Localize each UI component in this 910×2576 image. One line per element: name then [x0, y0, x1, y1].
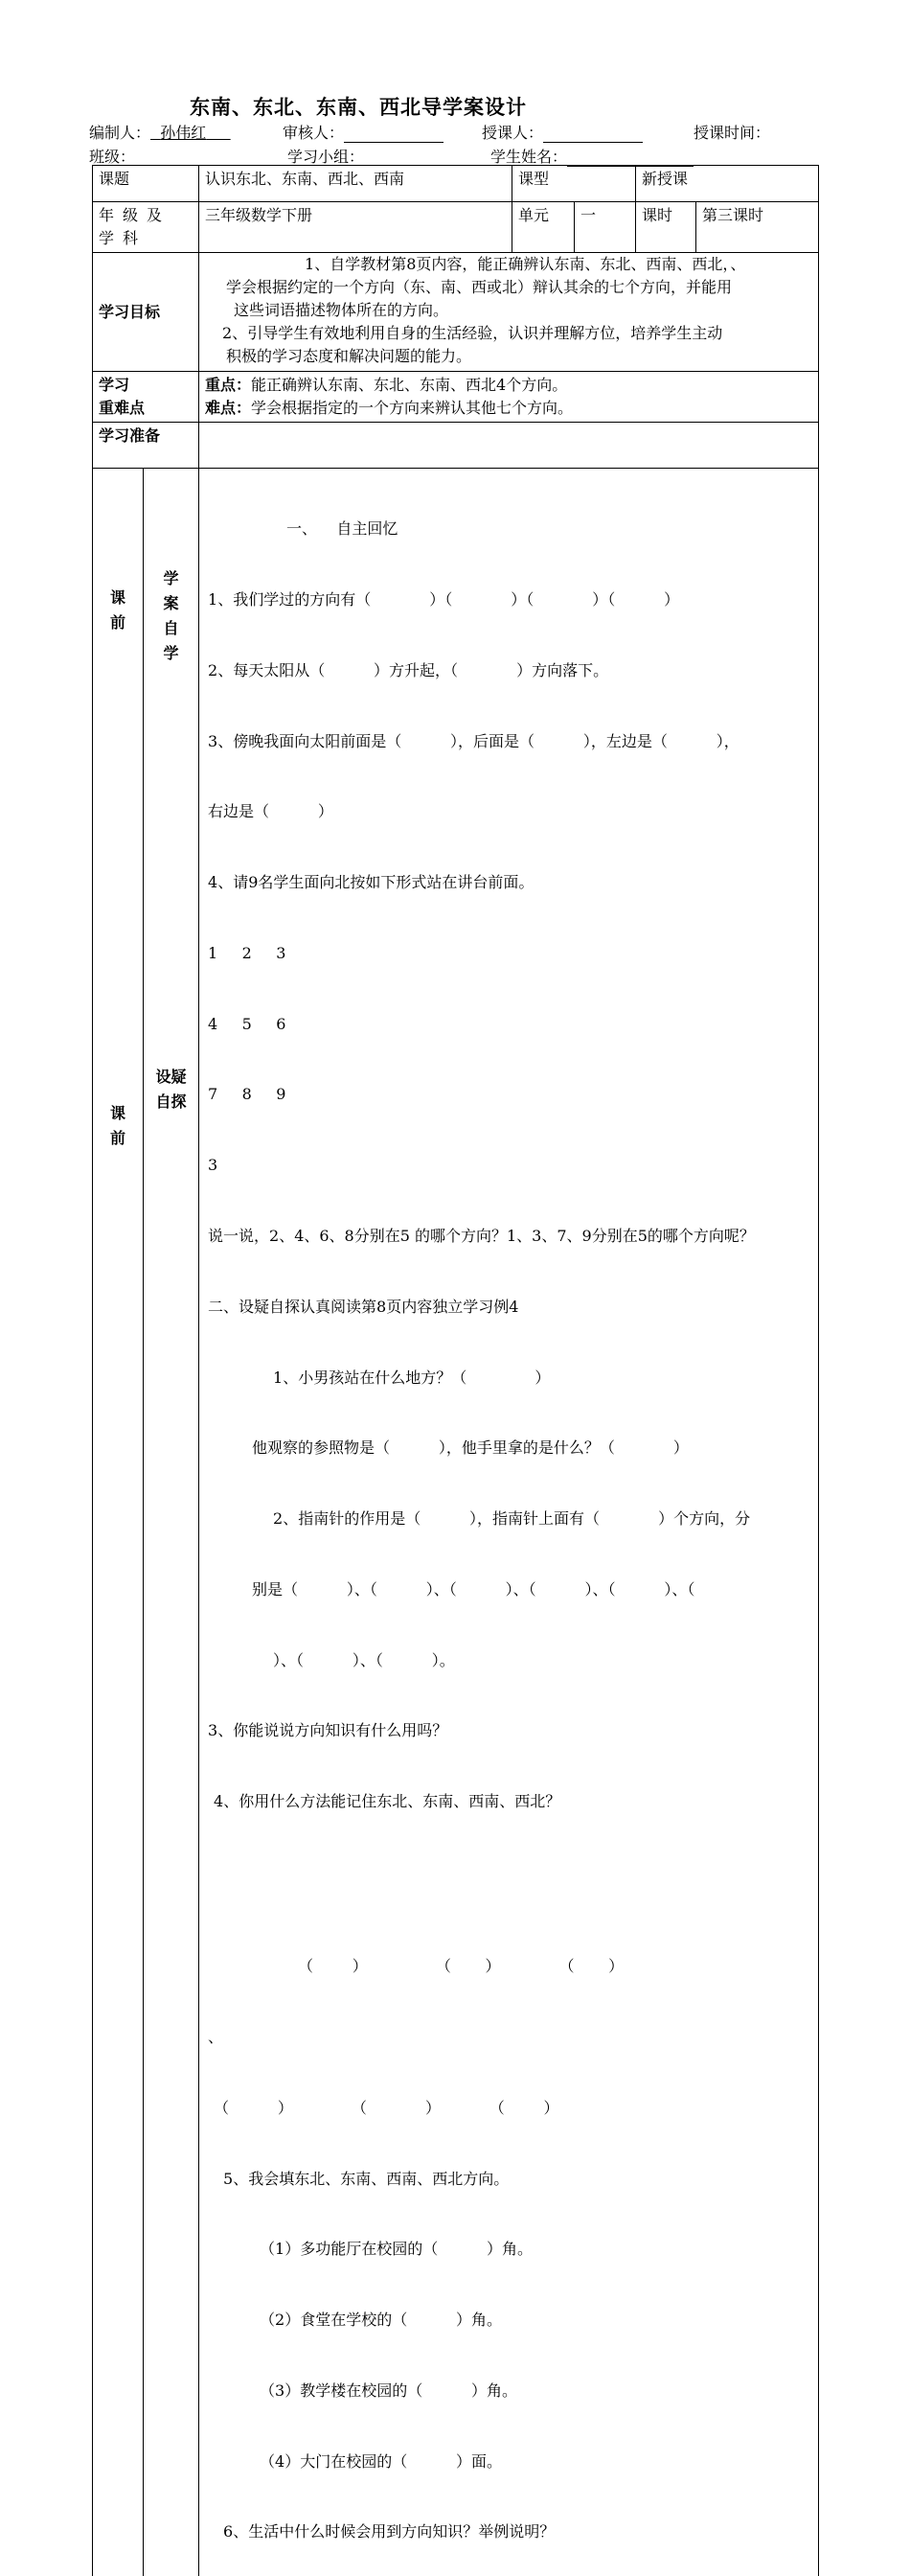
blanks-mark: 、 [208, 2026, 812, 2050]
goal-1b: 学会根据约定的一个方向（东、南、西或北）辩认其余的七个方向，并能用 [205, 276, 812, 299]
unit-label: 单元 [512, 202, 575, 253]
before-class-label-top: 课 前 [93, 586, 143, 635]
explore-3: 3、你能说说方向知识有什么用吗？ [208, 1719, 812, 1743]
explore-label: 设疑 自探 [144, 1065, 198, 1115]
keypoints-label-2: 重难点 [99, 397, 193, 420]
goal-2b: 积极的学习态度和解决问题的能力。 [205, 345, 812, 368]
explore-2b: 别是（ ）、（ ）、（ ）、（ ）、（ ）、（ [208, 1578, 812, 1602]
goals-content [199, 253, 819, 372]
blanks-row-1: （ ） （ ） （ ） [208, 1955, 812, 1979]
goals-row [93, 253, 819, 372]
group [287, 145, 364, 167]
page-title: 东南、东北、东南、西北导学案设计 [190, 92, 527, 121]
goals-label: 学习目标 [93, 253, 199, 372]
topic-value: 认识东北、东南、西北、西南 [199, 166, 512, 202]
explore-5-2: （2）食堂在学校的（ ）角。 [208, 2309, 812, 2333]
period-label: 课时 [636, 202, 696, 253]
student [490, 145, 694, 167]
grid-row-4: 3 [208, 1154, 812, 1178]
prep-content [199, 423, 819, 469]
question-3a: 3、傍晚我面向太阳前面是（ ），后面是（ ），左边是（ ）， [208, 730, 812, 754]
editor-label: 编制人： [89, 124, 150, 142]
question-1: 1、我们学过的方向有（ ）（ ）（ ）（ ） [208, 588, 812, 612]
keypoints-row [93, 372, 819, 423]
goal-1c: 这些词语描述物体所在的方向。 [205, 299, 812, 322]
header-row-1 [89, 121, 231, 143]
explore-5-4: （4）大门在校园的（ ）面。 [208, 2450, 812, 2474]
explore-1: 1、小男孩站在什么地方？（ ） [208, 1367, 812, 1391]
sub-label [144, 469, 199, 2576]
prep-label: 学习准备 [93, 423, 199, 469]
explore-4: 4、你用什么方法能记住东北、东南、西南、西北？ [208, 1790, 812, 1814]
explore-2a: 2、指南针的作用是（ ），指南针上面有（ ）个方向，分 [208, 1507, 812, 1531]
unit-value: 一 [575, 202, 636, 253]
explore-5-1: （1）多功能厅在校园的（ ）角。 [208, 2238, 812, 2262]
hard-text: 学会根据指定的一个方向来辨认其他七个方向。 [251, 399, 573, 417]
heading-explore: 二、设疑自探认真阅读第8页内容独立学习例4 [208, 1296, 812, 1320]
explore-2c: ）、（ ）、（ ）。 [208, 1649, 812, 1673]
topic-row [93, 166, 819, 202]
lesson-table [92, 165, 819, 2576]
keypoints-label [93, 372, 199, 423]
grid-row-2: 4 5 6 [208, 1013, 812, 1037]
class-label: 班级： [89, 148, 135, 166]
type-value: 新授课 [636, 166, 819, 202]
reviewer [283, 121, 444, 143]
student-label: 学生姓名： [490, 148, 567, 166]
key-text: 能正确辨认东南、东北、东南、西北4个方向。 [251, 376, 567, 394]
question-4: 4、请9名学生面向北按如下形式站在讲台前面。 [208, 871, 812, 895]
grade-label: 年级及学科 [93, 202, 199, 253]
topic-label: 课题 [93, 166, 199, 202]
heading-recall: 一、 自主回忆 [208, 518, 812, 541]
keypoints-content [199, 372, 819, 423]
goal-1a: 1、自学教材第8页内容，能正确辨认东南、东北、西南、西北，、 [205, 253, 812, 276]
class [89, 145, 135, 167]
question-2: 2、每天太阳从（ ）方升起，（ ）方向落下。 [208, 659, 812, 683]
before-class-row [93, 469, 819, 2576]
question-3b: 右边是（ ） [208, 800, 812, 824]
goal-2a: 2、引导学生有效地利用自身的生活经验，认识并理解方位，培养学生主动 [205, 322, 812, 345]
grade-value: 三年级数学下册 [199, 202, 512, 253]
before-class-label [93, 469, 144, 2576]
before-class-label-bottom: 课 前 [93, 1101, 143, 1151]
teacher-label: 授课人： [482, 124, 543, 142]
prep-row [93, 423, 819, 469]
explore-5-3: （3）教学楼在校园的（ ）角。 [208, 2380, 812, 2404]
reviewer-blank [344, 126, 444, 143]
period-value: 第三课时 [696, 202, 819, 253]
type-label: 课型 [512, 166, 636, 202]
key-label: 重点： [205, 376, 251, 394]
time-label: 授课时间： [694, 124, 770, 142]
grade-row [93, 202, 819, 253]
study-content [199, 469, 819, 2576]
grid-row-1: 1 2 3 [208, 942, 812, 966]
teacher [482, 121, 643, 143]
self-study-label: 学 案 自 学 [144, 566, 198, 666]
reviewer-label: 审核人： [283, 124, 344, 142]
hard-label: 难点： [205, 399, 251, 417]
grid-row-3: 7 8 9 [208, 1083, 812, 1107]
blanks-row-2: （ ） （ ） （ ） [208, 2097, 812, 2121]
explore-6: 6、生活中什么时候会用到方向知识？举例说明？ [208, 2520, 812, 2544]
keypoints-label-1: 学习 [99, 374, 193, 397]
say-question: 说一说，2、4、6、8分别在5 的哪个方向？1、3、7、9分别在5的哪个方向呢？ [208, 1225, 812, 1249]
explore-5: 5、我会填东北、东南、西南、西北方向。 [208, 2168, 812, 2192]
explore-1b: 他观察的参照物是（ ），他手里拿的是什么？（ ） [208, 1437, 812, 1460]
lesson-time [694, 121, 770, 143]
teacher-blank [543, 126, 643, 143]
editor-name: 孙伟红 [150, 124, 231, 142]
group-label: 学习小组： [287, 148, 364, 166]
